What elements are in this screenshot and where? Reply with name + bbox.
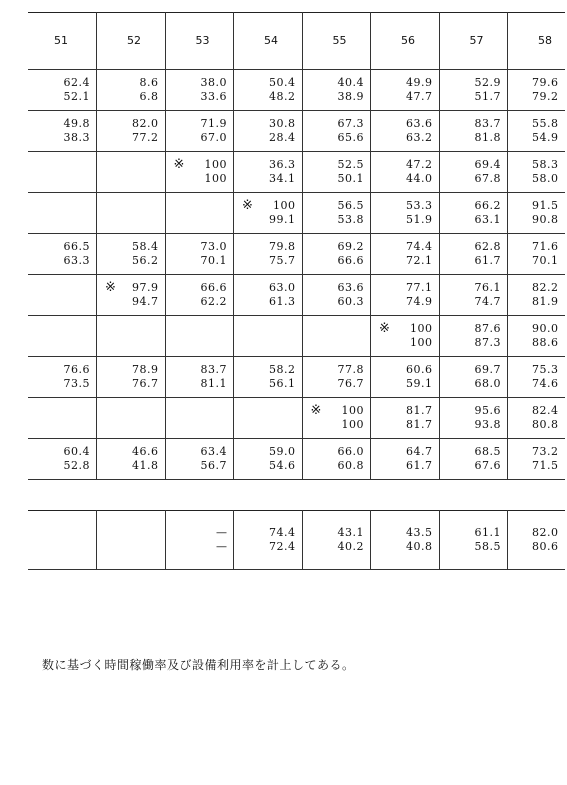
capacity-factor-value: 100 [204, 172, 227, 185]
capacity-factor-value: 87.3 [474, 336, 501, 349]
time-availability-value: 87.6 [474, 322, 501, 335]
capacity-factor-value: 40.2 [337, 540, 364, 553]
header-row [28, 13, 565, 70]
table-cell [97, 70, 166, 111]
capacity-factor-value: 38.9 [337, 90, 364, 103]
table-cell [439, 398, 508, 439]
table-cell [371, 398, 440, 439]
time-availability-value: 100 [341, 404, 364, 417]
time-availability-value: 100 [204, 158, 227, 171]
capacity-factor-value: 59.1 [406, 377, 433, 390]
capacity-factor-value: 72.4 [269, 540, 296, 553]
table-cell [371, 70, 440, 111]
time-availability-value: 100 [273, 199, 296, 212]
capacity-factor-value: 73.5 [63, 377, 90, 390]
summary-cell [439, 511, 508, 570]
capacity-factor-value: 81.9 [532, 295, 559, 308]
column-header: 51 [28, 13, 97, 70]
reference-mark-icon: ※ [242, 198, 253, 213]
table-cell [371, 111, 440, 152]
column-header: 52 [97, 13, 166, 70]
table-row [28, 111, 565, 152]
table-cell [439, 234, 508, 275]
capacity-factor-value: 70.1 [532, 254, 559, 267]
time-availability-value: 97.9 [132, 281, 159, 294]
time-availability-value: 62.8 [474, 240, 501, 253]
table-cell [302, 275, 371, 316]
time-availability-value: 60.6 [406, 363, 433, 376]
capacity-factor-value: 51.7 [474, 90, 501, 103]
table-cell [28, 193, 97, 234]
time-availability-value: 79.8 [269, 240, 296, 253]
table-cell [165, 316, 234, 357]
table-cell [165, 111, 234, 152]
capacity-factor-value: 61.7 [474, 254, 501, 267]
table-cell [97, 111, 166, 152]
capacity-factor-value: 65.6 [337, 131, 364, 144]
capacity-factor-value: 80.6 [532, 540, 559, 553]
capacity-factor-value: 61.3 [269, 295, 296, 308]
capacity-factor-value: 58.5 [474, 540, 501, 553]
table-cell [97, 357, 166, 398]
table-cell [28, 316, 97, 357]
table-cell [165, 234, 234, 275]
table-cell [234, 398, 303, 439]
capacity-factor-value: 90.8 [532, 213, 559, 226]
capacity-factor-value: 67.6 [474, 459, 501, 472]
summary-table [28, 510, 565, 570]
column-header: 55 [302, 13, 371, 70]
time-availability-value: 62.4 [63, 76, 90, 89]
capacity-factor-value: 81.7 [406, 418, 433, 431]
table-cell [508, 234, 565, 275]
table-cell [302, 398, 371, 439]
capacity-factor-value: 67.8 [474, 172, 501, 185]
capacity-factor-value: 66.6 [337, 254, 364, 267]
table-cell [302, 234, 371, 275]
time-availability-value: 73.0 [200, 240, 227, 253]
reference-mark-icon: ※ [173, 157, 185, 172]
table-cell [97, 234, 166, 275]
time-availability-value: 38.0 [200, 76, 227, 89]
table-cell [439, 111, 508, 152]
time-availability-value: 69.4 [474, 158, 501, 171]
table-cell [508, 152, 565, 193]
capacity-factor-value: 40.8 [406, 540, 433, 553]
time-availability-value: 63.6 [337, 281, 364, 294]
table-cell [371, 152, 440, 193]
capacity-factor-value: 63.2 [406, 131, 433, 144]
time-availability-value: 71.9 [200, 117, 227, 130]
time-availability-value: 82.4 [532, 404, 559, 417]
table-cell [439, 152, 508, 193]
capacity-factor-value: 88.6 [532, 336, 559, 349]
table-cell [234, 439, 303, 480]
table-cell [302, 70, 371, 111]
time-availability-value: 66.5 [63, 240, 90, 253]
capacity-factor-value: 56.2 [132, 254, 159, 267]
capacity-factor-value: — [216, 540, 227, 553]
table-cell [302, 357, 371, 398]
table-row [28, 152, 565, 193]
table-cell [439, 316, 508, 357]
time-availability-value: 58.2 [269, 363, 296, 376]
table-cell [371, 193, 440, 234]
time-availability-value: 66.0 [337, 445, 364, 458]
time-availability-value: 68.5 [474, 445, 501, 458]
data-table [28, 12, 565, 480]
capacity-factor-value: 51.9 [406, 213, 433, 226]
time-availability-value: 91.5 [532, 199, 559, 212]
time-availability-value: 8.6 [139, 76, 159, 89]
table-cell [439, 357, 508, 398]
capacity-factor-value: 80.8 [532, 418, 559, 431]
capacity-factor-value: 71.5 [532, 459, 559, 472]
time-availability-value: 47.2 [406, 158, 433, 171]
time-availability-value: 83.7 [200, 363, 227, 376]
time-availability-value: 75.3 [532, 363, 559, 376]
table-row [28, 275, 565, 316]
column-header: 53 [165, 13, 234, 70]
reference-mark-icon: ※ [310, 403, 322, 418]
table-cell [508, 111, 565, 152]
time-availability-value: 77.1 [406, 281, 433, 294]
capacity-factor-value: 75.7 [269, 254, 296, 267]
table-cell [28, 439, 97, 480]
time-availability-value: 43.5 [406, 526, 433, 539]
time-availability-value: 74.4 [406, 240, 433, 253]
capacity-factor-value: 41.8 [132, 459, 159, 472]
table-row [28, 357, 565, 398]
capacity-factor-value: 74.9 [406, 295, 433, 308]
summary-cell [165, 511, 234, 570]
table-cell [508, 357, 565, 398]
capacity-factor-value: 48.2 [269, 90, 296, 103]
time-availability-value: 73.2 [532, 445, 559, 458]
capacity-factor-value: 81.8 [474, 131, 501, 144]
capacity-factor-value: 99.1 [269, 213, 296, 226]
capacity-factor-value: 54.9 [532, 131, 559, 144]
table-cell [508, 439, 565, 480]
time-availability-value: 82.0 [532, 526, 559, 539]
reference-mark-icon: ※ [379, 321, 390, 336]
table-row [28, 234, 565, 275]
time-availability-value: 82.2 [532, 281, 559, 294]
time-availability-value: 67.3 [337, 117, 364, 130]
summary-cell [28, 511, 97, 570]
time-availability-value: 49.9 [406, 76, 433, 89]
capacity-factor-value: 67.0 [200, 131, 227, 144]
table-cell [371, 357, 440, 398]
time-availability-value: 58.4 [132, 240, 159, 253]
capacity-factor-value: 76.7 [132, 377, 159, 390]
capacity-factor-value: 68.0 [474, 377, 501, 390]
table-cell [508, 193, 565, 234]
table-row [28, 193, 565, 234]
capacity-factor-value: 44.0 [406, 172, 433, 185]
capacity-factor-value: 63.1 [474, 213, 501, 226]
table-row [28, 70, 565, 111]
column-header: 54 [234, 13, 303, 70]
capacity-factor-value: 52.8 [63, 459, 90, 472]
table-row [28, 439, 565, 480]
capacity-factor-value: 61.7 [406, 459, 433, 472]
table-cell [28, 152, 97, 193]
table-cell [97, 275, 166, 316]
capacity-factor-value: 100 [341, 418, 364, 431]
time-availability-value: 95.6 [474, 404, 501, 417]
capacity-factor-value: 53.8 [337, 213, 364, 226]
capacity-factor-value: 28.4 [269, 131, 296, 144]
time-availability-value: 59.0 [269, 445, 296, 458]
capacity-factor-value: 58.0 [532, 172, 559, 185]
table-cell [165, 152, 234, 193]
table-cell [371, 439, 440, 480]
capacity-factor-value: 76.7 [337, 377, 364, 390]
table-row [28, 316, 565, 357]
time-availability-value: 63.6 [406, 117, 433, 130]
time-availability-value: 43.1 [337, 526, 364, 539]
time-availability-value: 60.4 [63, 445, 90, 458]
column-header: 56 [371, 13, 440, 70]
time-availability-value: 100 [410, 322, 433, 335]
table-cell [28, 275, 97, 316]
time-availability-value: 82.0 [132, 117, 159, 130]
summary-cell [371, 511, 440, 570]
time-availability-value: 52.9 [474, 76, 501, 89]
footnote-text: 数に基づく時間稼働率及び設備利用率を計上してある。 [42, 658, 355, 672]
time-availability-value: 63.0 [269, 281, 296, 294]
table-cell [439, 193, 508, 234]
capacity-factor-value: 62.2 [200, 295, 227, 308]
table-cell [97, 398, 166, 439]
capacity-factor-value: 47.7 [406, 90, 433, 103]
column-header: 57 [439, 13, 508, 70]
time-availability-value: 69.2 [337, 240, 364, 253]
time-availability-value: 58.3 [532, 158, 559, 171]
time-availability-value: 46.6 [132, 445, 159, 458]
table-cell [508, 316, 565, 357]
time-availability-value: 40.4 [337, 76, 364, 89]
capacity-factor-value: 63.3 [63, 254, 90, 267]
capacity-factor-value: 93.8 [474, 418, 501, 431]
table-cell [28, 357, 97, 398]
capacity-factor-value: 74.6 [532, 377, 559, 390]
table-cell [97, 193, 166, 234]
capacity-factor-value: 79.2 [532, 90, 559, 103]
capacity-factor-value: 34.1 [269, 172, 296, 185]
table-cell [165, 357, 234, 398]
time-availability-value: 63.4 [200, 445, 227, 458]
table-cell [234, 234, 303, 275]
capacity-factor-value: 60.8 [337, 459, 364, 472]
time-availability-value: 55.8 [532, 117, 559, 130]
capacity-factor-value: 56.7 [200, 459, 227, 472]
reference-mark-icon: ※ [105, 280, 116, 295]
table-cell [165, 439, 234, 480]
table-cell [97, 152, 166, 193]
table-cell [234, 193, 303, 234]
table-cell [234, 152, 303, 193]
table-cell [371, 234, 440, 275]
table-cell [371, 316, 440, 357]
time-availability-value: 90.0 [532, 322, 559, 335]
table-cell [302, 152, 371, 193]
table-cell [371, 275, 440, 316]
time-availability-value: 49.8 [63, 117, 90, 130]
capacity-factor-value: 77.2 [132, 131, 159, 144]
table-cell [234, 70, 303, 111]
capacity-factor-value: 74.7 [474, 295, 501, 308]
summary-cell [234, 511, 303, 570]
capacity-factor-value: 100 [410, 336, 433, 349]
table-cell [439, 439, 508, 480]
table-cell [234, 316, 303, 357]
capacity-factor-value: 81.1 [200, 377, 227, 390]
time-availability-value: 78.9 [132, 363, 159, 376]
table-cell [234, 357, 303, 398]
time-availability-value: 69.7 [474, 363, 501, 376]
capacity-factor-value: 60.3 [337, 295, 364, 308]
time-availability-value: 79.6 [532, 76, 559, 89]
capacity-factor-value: 50.1 [337, 172, 364, 185]
table-cell [302, 111, 371, 152]
table-cell [439, 275, 508, 316]
time-availability-value: 36.3 [269, 158, 296, 171]
summary-cell [302, 511, 371, 570]
time-availability-value: 56.5 [337, 199, 364, 212]
table-cell [165, 70, 234, 111]
capacity-factor-value: 52.1 [63, 90, 90, 103]
table-cell [508, 398, 565, 439]
time-availability-value: 77.8 [337, 363, 364, 376]
time-availability-value: 76.1 [474, 281, 501, 294]
capacity-factor-value: 6.8 [139, 90, 159, 103]
time-availability-value: 50.4 [269, 76, 296, 89]
column-header: 58 [508, 13, 565, 70]
summary-cell [97, 511, 166, 570]
table-cell [97, 439, 166, 480]
capacity-factor-value: 94.7 [132, 295, 159, 308]
table-cell [302, 193, 371, 234]
summary-cell [508, 511, 565, 570]
time-availability-value: 76.6 [63, 363, 90, 376]
table-cell [439, 70, 508, 111]
time-availability-value: — [216, 526, 227, 539]
table-cell [165, 193, 234, 234]
table-cell [234, 111, 303, 152]
table-cell [302, 439, 371, 480]
table-cell [28, 234, 97, 275]
table-cell [165, 275, 234, 316]
time-availability-value: 74.4 [269, 526, 296, 539]
table-cell [508, 275, 565, 316]
table-cell [508, 70, 565, 111]
capacity-factor-value: 70.1 [200, 254, 227, 267]
table-cell [302, 316, 371, 357]
table-row [28, 398, 565, 439]
table-cell [165, 398, 234, 439]
table-gap [28, 482, 565, 510]
table-cell [28, 111, 97, 152]
table-cell [28, 70, 97, 111]
capacity-factor-value: 72.1 [406, 254, 433, 267]
time-availability-value: 53.3 [406, 199, 433, 212]
time-availability-value: 71.6 [532, 240, 559, 253]
time-availability-value: 81.7 [406, 404, 433, 417]
table-cell [28, 398, 97, 439]
time-availability-value: 83.7 [474, 117, 501, 130]
capacity-factor-value: 33.6 [200, 90, 227, 103]
time-availability-value: 61.1 [474, 526, 501, 539]
time-availability-value: 52.5 [337, 158, 364, 171]
time-availability-value: 66.6 [200, 281, 227, 294]
capacity-factor-value: 54.6 [269, 459, 296, 472]
table-cell [97, 316, 166, 357]
capacity-factor-value: 38.3 [63, 131, 90, 144]
table-cell [234, 275, 303, 316]
capacity-factor-value: 56.1 [269, 377, 296, 390]
time-availability-value: 64.7 [406, 445, 433, 458]
summary-row [28, 511, 565, 570]
time-availability-value: 66.2 [474, 199, 501, 212]
time-availability-value: 30.8 [269, 117, 296, 130]
